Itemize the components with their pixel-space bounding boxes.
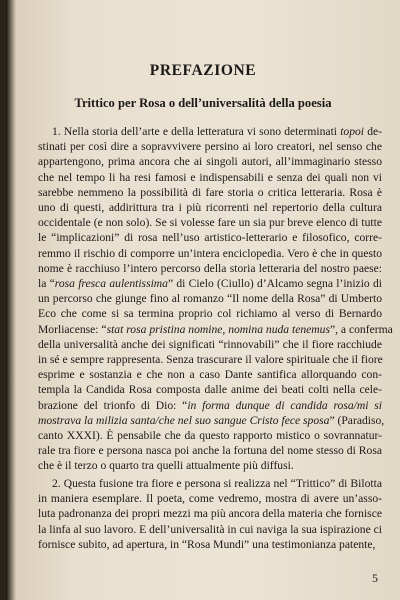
chapter-subheading: Trittico per Rosa o dell’universalità della poesia <box>74 96 332 110</box>
chapter-heading: PREFAZIONE <box>149 62 257 79</box>
text-segment: 1. Nella storia dell’arte e della letteratura vi sono determinati <box>52 125 341 138</box>
text-line <box>38 230 382 245</box>
italic-segment: topoi <box>340 125 365 138</box>
text-line <box>38 185 382 200</box>
text-segment: remmo il rischio di comporre un’intera enciclopedia. Vero è che in questo <box>38 246 382 260</box>
text-line <box>38 443 382 458</box>
text-segment: canto XXXI). È pensabile che da questo rapporto mistico o sovrannatur- <box>38 429 382 443</box>
text-segment: de- <box>364 125 382 138</box>
text-line <box>38 261 382 276</box>
text-segment: luta padronanza dei propri mezzi ma più ancora della materia che fornisce <box>38 507 382 521</box>
text-line <box>38 124 382 139</box>
italic-segment: in forma dunque di candida rosa/mi si <box>187 398 382 412</box>
page-number: 5 <box>372 571 378 585</box>
text-segment: Eco che come si sa termina proprio col richiamo al verso di Bernardo <box>38 307 382 321</box>
text-segment: in maniera esemplare. Il poeta, come vedremo, mostra di avere un’asso- <box>38 492 382 506</box>
text-line <box>38 537 382 552</box>
text-line <box>38 170 382 185</box>
text-line <box>38 200 382 215</box>
text-segment: ” di Cielo (Ciullo) d’Alcamo segna l’inizio di <box>167 277 382 291</box>
text-segment: appartengono, prima ancora che ai singoli autori, all’immaginario stesso <box>38 155 382 169</box>
text-line <box>38 367 382 382</box>
text-line <box>38 139 382 154</box>
text-segment: nome è racchiuso l’intero percorso della storia letteraria del nostro paese: <box>38 261 382 275</box>
text-line <box>38 276 382 291</box>
italic-segment: rosa fresca aulentissima <box>54 277 168 291</box>
text-line <box>38 337 382 352</box>
text-segment: rale tra fiore e persona nasca poi anche la fortuna del nome stesso di Rosa <box>38 444 382 458</box>
text-segment: stinati per così dire a sopravvivere persino ai loro creatori, nel senso che <box>38 140 382 154</box>
text-segment: che nel tempo li ha resi famosi e indispensabili e senza dei quali non vi <box>38 170 382 184</box>
text-line <box>38 522 382 537</box>
book-page <box>6 0 400 600</box>
text-line <box>38 382 382 397</box>
text-line <box>38 215 382 230</box>
text-segment: fornisce subito, ad apertura, in “Rosa Mundi” una testimonianza patente, <box>38 537 376 551</box>
text-segment: uno di questi, addirittura tra i più ricorrenti nel repertorio della cultura <box>38 201 382 215</box>
text-line <box>38 413 385 428</box>
text-segment: brazione del trionfo di Dio: “ <box>38 398 188 412</box>
text-segment: 2. Questa fusione tra fiore e persona si realizza nel “Trittico” di Bilotta <box>52 477 382 490</box>
text-segment: che è il terzo o quarto tra quelli attualmente più diffusi. <box>38 459 294 473</box>
paragraph-1 <box>38 124 393 474</box>
text-segment: sarebbe nemmeno la possibilità di fare storia o critica letteraria. Rosa è <box>38 185 382 199</box>
text-segment: le “implicazioni” di rosa nell’uso artistico-letterario e filosofico, corre- <box>38 231 382 245</box>
text-segment: ” (Paradiso, <box>329 413 385 427</box>
text-segment: occidentale (e non solo). Se si volesse fare un sia pur breve elenco di tutte <box>38 216 382 230</box>
binding-shadow <box>6 0 16 600</box>
text-line <box>38 352 382 367</box>
text-line <box>38 398 382 413</box>
paragraph-2 <box>38 476 382 552</box>
text-line <box>38 246 382 261</box>
text-line <box>38 154 382 169</box>
text-segment: in sé e sempre rappresenta. Senza trascurare il valore spirituale che il fiore <box>38 353 383 367</box>
text-segment: Morliacense: “ <box>38 322 107 336</box>
text-segment: ”, a conferma <box>329 322 393 336</box>
text-line <box>38 291 382 306</box>
text-line <box>38 306 382 321</box>
text-segment: templa la Candida Rosa composta dalle anime dei beati colti nella cele- <box>38 383 382 397</box>
text-line <box>38 491 382 506</box>
text-segment: un percorso che giunge fino al romanzo “Il nome della Rosa” di Umberto <box>38 292 382 306</box>
text-segment: la “ <box>38 277 55 291</box>
text-line <box>38 428 382 443</box>
italic-segment: mostrava la milizia santa/che nel suo sangue Cristo fece sposa <box>38 413 330 427</box>
text-line <box>38 476 382 491</box>
text-line <box>38 322 393 337</box>
text-segment: esprime e sostanzia e che non a caso Dante santifica allorquando con- <box>38 368 382 382</box>
italic-segment: stat rosa pristina nomine, nomina nuda tenemus <box>106 322 330 336</box>
text-line <box>38 458 382 473</box>
text-line <box>38 506 382 521</box>
text-segment: della universalità anche dei significati “rinnovabili” che il fiore racchiude <box>38 337 382 351</box>
text-segment: la linfa al suo lavoro. E dell’universalità in cui naviga la sua ispirazione ci <box>38 522 382 536</box>
